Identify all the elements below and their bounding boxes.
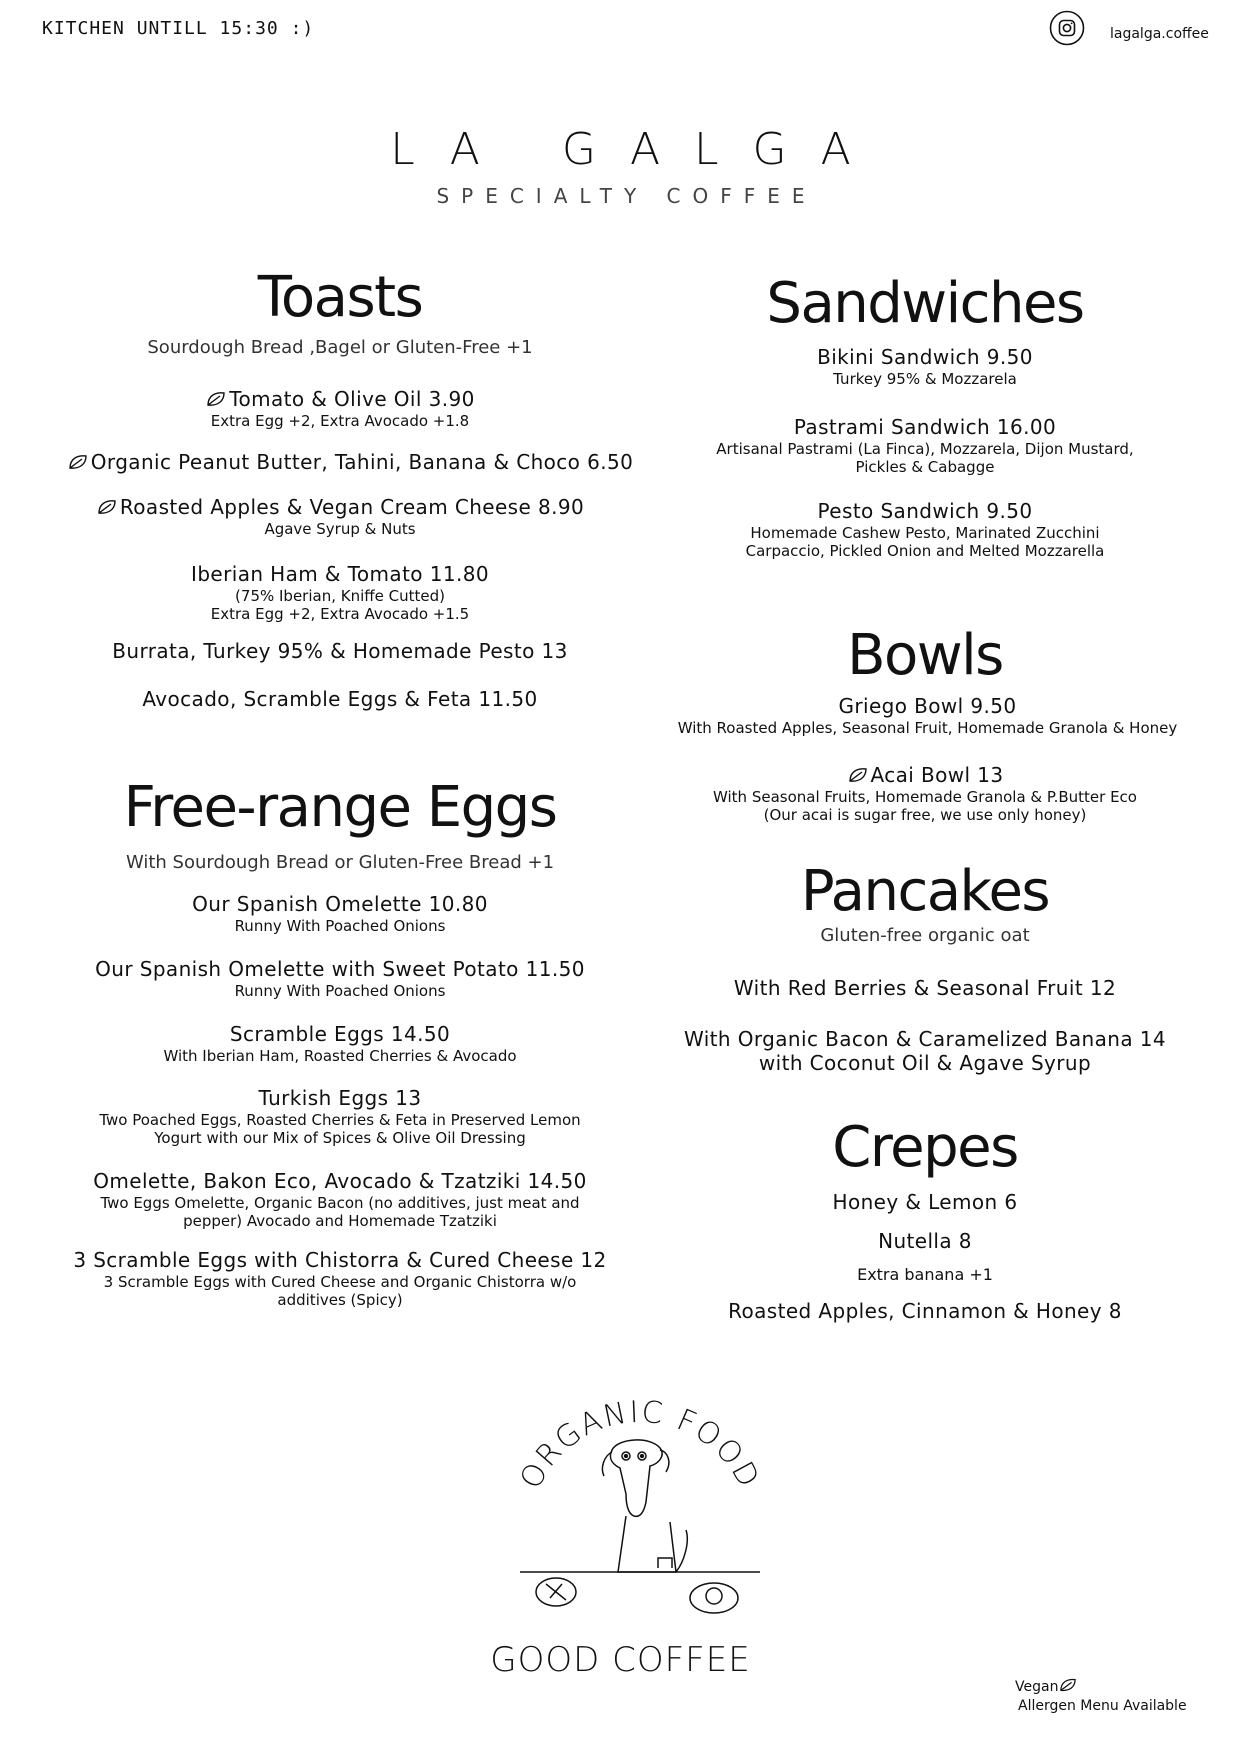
crepe-item-4: Roasted Apples, Cinnamon & Honey 8 bbox=[728, 1299, 1122, 1323]
crepe-item-2: Nutella 8 bbox=[878, 1229, 972, 1253]
egg-item-5: Omelette, Bakon Eco, Avocado & Tzatziki 14.50 Two Eggs Omelette, Organic Bacon (no additives, just meat and pepper) Avocado and Homemade Tzatziki bbox=[93, 1169, 587, 1231]
vegan-legend: Vegan bbox=[1015, 1677, 1080, 1695]
good-coffee-text: GOOD COFFEE bbox=[490, 1640, 751, 1680]
brand-tagline: SPECIALTY COFFEE bbox=[436, 184, 817, 208]
kitchen-hours-note: KITCHEN UNTILL 15:30 :) bbox=[42, 18, 315, 39]
vegan-leaf-icon bbox=[847, 766, 869, 784]
vegan-leaf-icon bbox=[205, 390, 227, 408]
sandwich-item-1: Bikini Sandwich 9.50 Turkey 95% & Mozzarela bbox=[817, 345, 1033, 388]
eggs-subtitle: With Sourdough Bread or Gluten-Free Bread +1 bbox=[125, 852, 555, 873]
pancakes-title: Pancakes bbox=[800, 859, 1050, 924]
sandwich-item-2: Pastrami Sandwich 16.00 Artisanal Pastrami (La Finca), Mozzarela, Dijon Mustard, Pickles & Cabagge bbox=[716, 415, 1134, 477]
toast-item-4: Iberian Ham & Tomato 11.80 (75% Iberian, Kniffe Cutted) Extra Egg +2, Extra Avocado +1.5 bbox=[191, 562, 489, 624]
egg-item-1: Our Spanish Omelette 10.80 Runny With Poached Onions bbox=[192, 892, 488, 935]
pancake-item-1: With Red Berries & Seasonal Fruit 12 bbox=[733, 976, 1117, 1000]
vegan-leaf-icon bbox=[67, 453, 89, 471]
toast-item-1: Tomato & Olive Oil 3.90 Extra Egg +2, Extra Avocado +1.8 bbox=[40, 388, 640, 430]
egg-item-6: 3 Scramble Eggs with Chistorra & Cured Cheese 12 3 Scramble Eggs with Cured Cheese and Organic Chistorra w/o additives (Spicy) bbox=[73, 1248, 607, 1310]
pancake-item-2: With Organic Bacon & Caramelized Banana 14 with Coconut Oil & Agave Syrup bbox=[683, 1027, 1166, 1075]
section-title-toasts bbox=[40, 265, 640, 330]
egg-item-2: Our Spanish Omelette with Sweet Potato 11.50 Runny With Poached Onions bbox=[95, 957, 585, 1000]
vegan-leaf-icon bbox=[1058, 1677, 1078, 1693]
toast-item-6: Avocado, Scramble Eggs & Feta 11.50 bbox=[142, 687, 538, 711]
crepe-item-3: Extra banana +1 bbox=[857, 1265, 993, 1284]
crepe-item-1: Honey & Lemon 6 bbox=[832, 1190, 1018, 1214]
vegan-leaf-icon bbox=[96, 498, 118, 516]
bowl-item-2: Acai Bowl 13 With Seasonal Fruits, Homemade Granola & P.Butter Eco (Our acai is sugar free, we use only honey) bbox=[713, 763, 1137, 825]
sandwiches-title: Sandwiches bbox=[766, 271, 1084, 336]
instagram-handle[interactable]: lagalga.coffee bbox=[1110, 26, 1209, 42]
egg-item-4: Turkish Eggs 13 Two Poached Eggs, Roasted Cherries & Feta in Preserved Lemon Yogurt with our Mix of Spices & Olive Oil Dressing bbox=[99, 1086, 581, 1148]
instagram-icon[interactable] bbox=[1049, 10, 1085, 46]
sandwich-item-3: Pesto Sandwich 9.50 Homemade Cashew Pesto, Marinated Zucchini Carpaccio, Pickled Onion and Melted Mozzarella bbox=[745, 499, 1105, 561]
egg-item-3: Scramble Eggs 14.50 With Iberian Ham, Roasted Cherries & Avocado bbox=[163, 1022, 517, 1065]
brand-title: LA GALGA bbox=[390, 124, 885, 175]
toast-item-2: Organic Peanut Butter, Tahini, Banana & Choco 6.50 bbox=[45, 451, 655, 475]
bowls-title: Bowls bbox=[847, 623, 1003, 688]
eggs-title: Free-range Eggs bbox=[123, 775, 557, 840]
toast-item-3: Roasted Apples & Vegan Cream Cheese 8.90 Agave Syrup & Nuts bbox=[40, 496, 640, 538]
allergen-note: Allergen Menu Available bbox=[1018, 1698, 1187, 1714]
crepes-title: Crepes bbox=[832, 1115, 1018, 1180]
organic-food-emblem bbox=[500, 1382, 780, 1632]
toasts-subtitle: Sourdough Bread ,Bagel or Gluten-Free +1 bbox=[147, 337, 533, 358]
emblem-arc-text: ORGANIC FOOD bbox=[513, 1394, 767, 1495]
toast-item-5: Burrata, Turkey 95% & Homemade Pesto 13 bbox=[112, 639, 568, 663]
bowl-item-1: Griego Bowl 9.50 With Roasted Apples, Seasonal Fruit, Homemade Granola & Honey bbox=[677, 694, 1178, 737]
toasts-title: Toasts bbox=[257, 265, 423, 330]
pancakes-subtitle: Gluten-free organic oat bbox=[820, 925, 1030, 946]
